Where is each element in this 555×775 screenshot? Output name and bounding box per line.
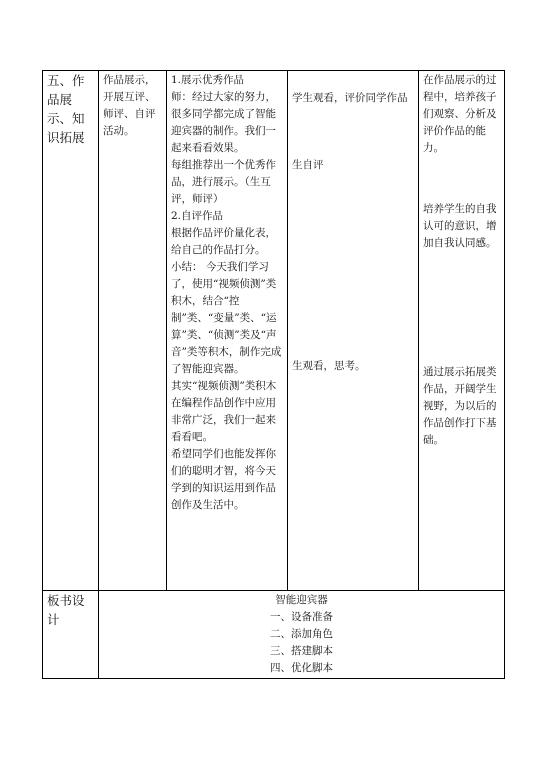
board-title: 智能迎宾器 bbox=[275, 594, 328, 606]
board-line-1: 一、设备准备 bbox=[270, 611, 333, 623]
activity-text: 作品展示，开展互评、师评、自评活动。 bbox=[103, 74, 156, 137]
teacher-para-3: 每组推荐出一个优秀作品，进行展示。（生互评，师评） bbox=[171, 159, 276, 205]
teacher-activity-cell bbox=[167, 71, 288, 591]
design-intent-cell bbox=[419, 71, 505, 591]
teacher-para-1: 1.展示优秀作品 bbox=[171, 74, 245, 86]
teacher-para-5: 根据作品评价量化表，给自己的作品打分。 bbox=[171, 227, 276, 256]
intent-text-3: 通过展示拓展类作品，开阔学生视野，为以后的作品创作打下基础。 bbox=[423, 366, 497, 446]
stage-row bbox=[43, 71, 505, 591]
teacher-para-2: 师：经过大家的努力，很多同学都完成了智能迎宾器的制作。我们一起来看看效果。 bbox=[171, 91, 276, 154]
board-line-3: 三、搭建脚本 bbox=[270, 645, 333, 657]
student-text-2: 生自评 bbox=[292, 159, 324, 171]
board-design-row bbox=[43, 591, 505, 679]
stage-label: 五、作品展示、知识拓展 bbox=[47, 73, 85, 145]
lesson-plan-table bbox=[42, 70, 505, 679]
intent-text-2: 培养学生的自我认可的意识，增加自我认同感。 bbox=[423, 203, 497, 249]
board-line-2: 二、添加角色 bbox=[270, 628, 333, 640]
intent-text-1: 在作品展示的过程中，培养孩子们观察、分析及评价作品的能力。 bbox=[423, 74, 497, 154]
board-line-4: 四、优化脚本 bbox=[270, 662, 333, 674]
student-text-1: 学生观看，评价同学作品 bbox=[292, 92, 408, 104]
teacher-para-6: 小结： 今天我们学习了，使用“视频侦测”类积木，结合“控制”类、“变量”类、“运算”类、“侦测”类及“声音”类等积木，制作完成了智能迎宾器。 bbox=[171, 261, 282, 375]
activity-cell bbox=[99, 71, 167, 591]
teacher-para-8: 希望同学们也能发挥你们的聪明才智，将今天学到的知识运用到作品创作及生活中。 bbox=[171, 448, 276, 511]
board-label-cell bbox=[43, 591, 99, 679]
board-content-cell bbox=[99, 591, 505, 679]
teacher-para-4: 2.自评作品 bbox=[171, 210, 224, 222]
stage-cell bbox=[43, 71, 99, 591]
student-activity-cell bbox=[288, 71, 419, 591]
teacher-para-7: 其实“视频侦测”类积木在编程作品创作中应用非常广泛，我们一起来看看吧。 bbox=[171, 380, 277, 443]
student-text-3: 生观看，思考。 bbox=[292, 360, 366, 372]
board-label: 板书设计 bbox=[47, 593, 85, 627]
